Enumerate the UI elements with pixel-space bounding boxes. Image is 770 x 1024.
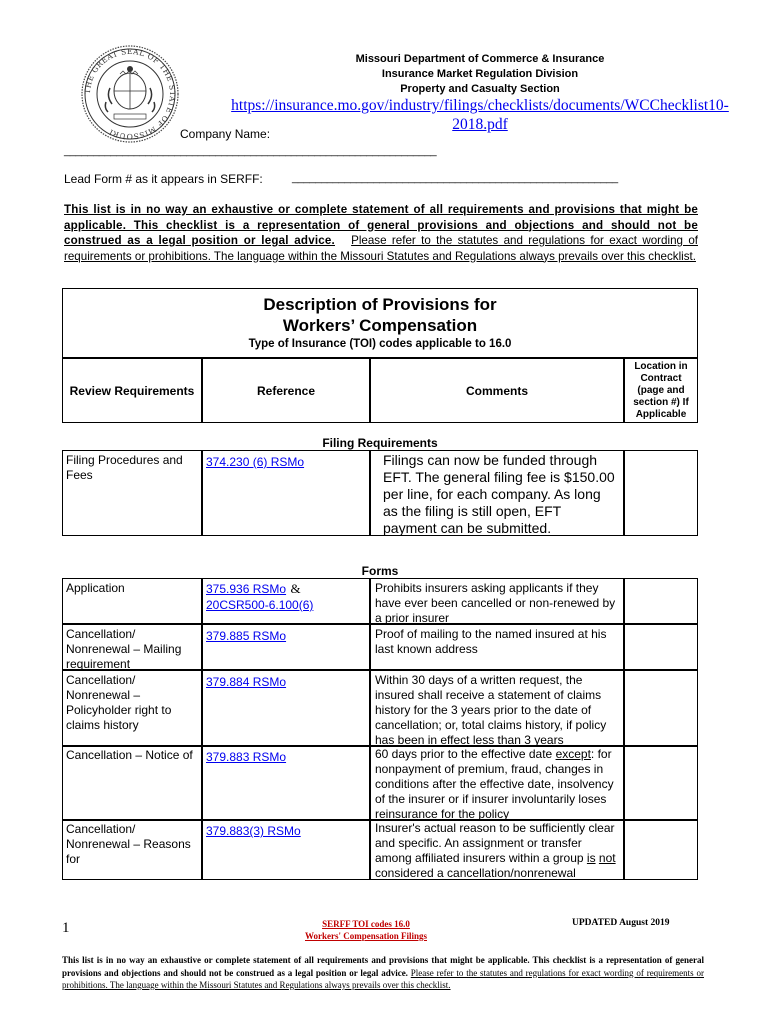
application-comment-cell: Prohibits insurers asking applicants if they have ever been cancelled or non-renewed by a prior insurer	[370, 578, 624, 624]
section-forms: Forms	[361, 564, 399, 578]
table-subtitle: Type of Insurance (TOI) codes applicable to 16.0	[248, 338, 512, 350]
lead-form-label: Lead Form # as it appears in SERFF:	[64, 172, 263, 186]
notice-req-cell: Cancellation – Notice of	[62, 746, 202, 820]
table-title-line1: Description of Provisions for	[263, 295, 497, 314]
ref-link-379-883-3[interactable]: 379.883(3) RSMo	[206, 824, 301, 838]
reasons-ref-cell	[202, 820, 370, 880]
mailing-location-cell[interactable]	[624, 624, 698, 670]
ref-link-375-936[interactable]: 375.936 RSMo	[206, 582, 287, 596]
page-number: 1	[62, 920, 70, 936]
mailing-comment-cell: Proof of mailing to the named insured at his last known address	[370, 624, 624, 670]
filing-ref-cell	[202, 450, 370, 536]
reasons-comment-cell: Insurer's actual reason to be sufficiently clear and specific. An assignment or transfer among affiliated insurers within a group is not considered a cancellation/nonrenewal	[370, 820, 624, 880]
col-header-location: Location in Contract (page and section #) If Applicable	[624, 358, 698, 423]
ref-link-379-885[interactable]: 379.885 RSMo	[206, 629, 287, 643]
notice-location-cell[interactable]	[624, 746, 698, 820]
state-seal-icon	[80, 44, 180, 144]
footer-updated-date: UPDATED August 2019	[572, 918, 670, 928]
reasons-location-cell[interactable]	[624, 820, 698, 880]
notice-comment-cell: 60 days prior to the effective date except: for nonpayment of premium, fraud, changes in conditions after the effective date, insolvency of the insurer or if insurer involuntarily loses reinsurance for the policy	[370, 746, 624, 820]
division-name: Insurance Market Regulation Division	[381, 68, 579, 80]
filing-comment-cell: Filings can now be funded through EFT. The general filing fee is $150.00 per line, for each company. As long as the filing is still open, EFT payment can be submitted.	[370, 450, 624, 536]
lead-form-field[interactable]: ________________________________________________________	[292, 172, 618, 184]
checklist-url-link[interactable]: https://insurance.mo.gov/industry/filings/checklists/documents/WCChecklist10- 2018.pdf	[231, 97, 729, 133]
col-header-review: Review Requirements	[62, 358, 202, 423]
table-title-line2: Workers’ Compensation	[282, 316, 478, 335]
application-location-cell[interactable]	[624, 578, 698, 624]
ref-link-374-230[interactable]: 374.230 (6) RSMo	[206, 455, 305, 469]
application-ref-cell: 375.936 RSMo & 20CSR500-6.100(6)	[202, 578, 370, 624]
footer-disclaimer: This list is in no way an exhaustive or complete statement of all requirements and provisions that might be applicable. This checklist is a representation of general provisions and objections and should not be construed as a legal position or legal advice. Please refer to the statutes and regulations for exact wording of requirements or prohibitions. The language within the Missouri Statutes and Regulations always prevails over this checklist.	[62, 955, 704, 990]
section-filing-requirements: Filing Requirements	[322, 436, 438, 450]
footer-toi-codes: SERFF TOI codes 16.0 Workers' Compensation Filings	[304, 919, 427, 941]
section-name: Property and Casualty Section	[400, 83, 560, 95]
ref-link-379-884[interactable]: 379.884 RSMo	[206, 675, 287, 689]
company-name-field[interactable]: ________________________________________________________________	[64, 145, 437, 157]
col-header-reference: Reference	[202, 358, 370, 423]
department-name: Missouri Department of Commerce & Insurance	[355, 53, 605, 65]
ref-link-20csr500[interactable]: 20CSR500-6.100(6)	[206, 598, 314, 612]
claims-history-location-cell[interactable]	[624, 670, 698, 746]
claims-history-ref-cell	[202, 670, 370, 746]
mailing-ref-cell	[202, 624, 370, 670]
disclaimer-text: This list is in no way an exhaustive or complete statement of all requirements and provisions that might be applicable. This checklist is a representation of general provisions and objections and should not be construed as a legal position or legal advice. Please refer to the statutes and regulations for exact wording of requirements or prohibitions. The language within the Missouri Statutes and Regulations always prevails over this checklist.	[64, 203, 698, 263]
claims-history-req-cell: Cancellation/ Nonrenewal – Policyholder right to claims history	[62, 670, 202, 746]
reasons-req-cell: Cancellation/ Nonrenewal – Reasons for	[62, 820, 202, 880]
seal-outer-text: THE GREAT SEAL OF THE STATE OF MISSOURI	[82, 46, 178, 142]
claims-history-comment-cell: Within 30 days of a written request, the insured shall receive a statement of claims history for the 3 years prior to the date of cancellation; or, total claims history, if policy has been in effect less than 3 years	[370, 670, 624, 746]
col-header-comments: Comments	[370, 358, 624, 423]
notice-ref-cell	[202, 746, 370, 820]
filing-location-cell[interactable]	[624, 450, 698, 536]
application-req-cell: Application	[62, 578, 202, 624]
title-box	[62, 288, 698, 358]
ref-link-379-883[interactable]: 379.883 RSMo	[206, 750, 287, 764]
company-name-label: Company Name:	[180, 127, 271, 141]
mailing-req-cell: Cancellation/ Nonrenewal – Mailing requirement	[62, 624, 202, 670]
filing-req-cell: Filing Procedures and Fees	[62, 450, 202, 536]
